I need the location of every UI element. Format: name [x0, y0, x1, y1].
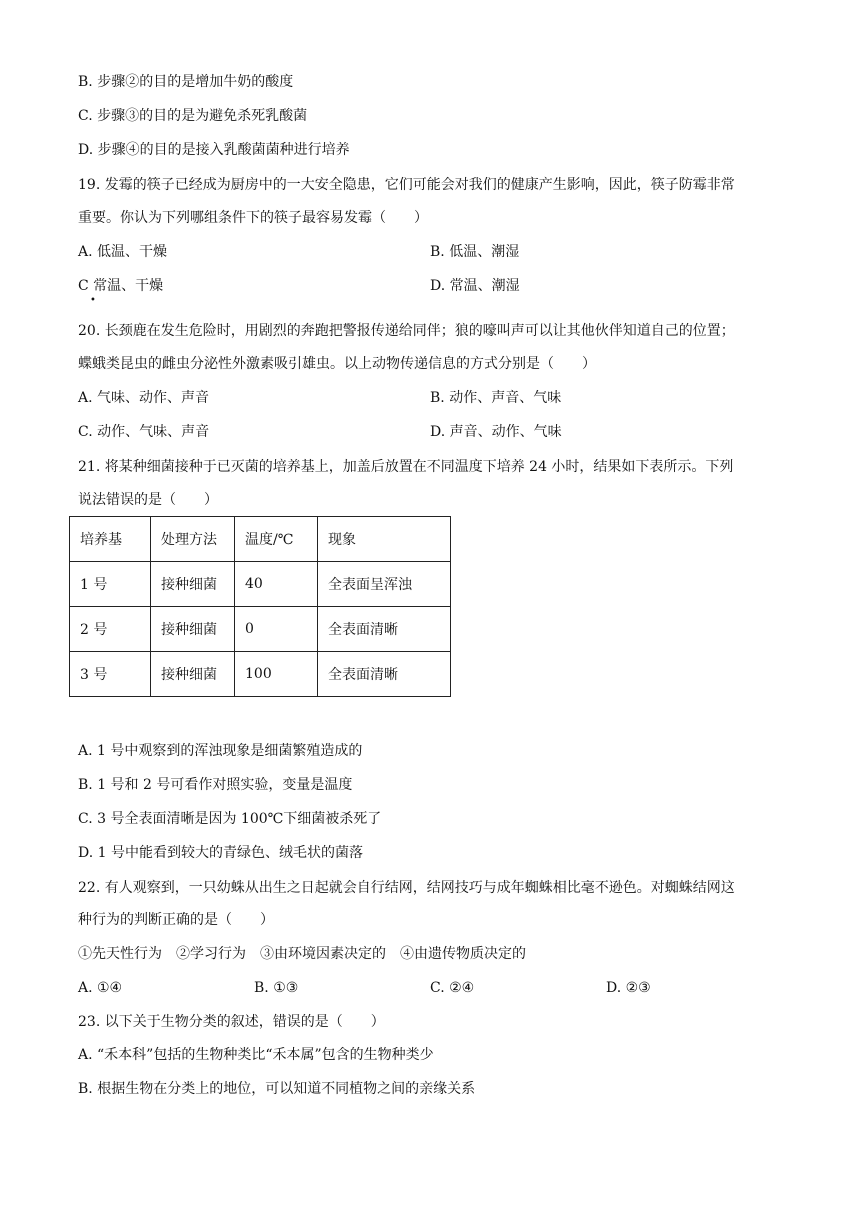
- table-header-row: [70, 517, 451, 562]
- q23-option-b: B. 根据生物在分类上的地位，可以知道不同植物之间的亲缘关系: [78, 1081, 476, 1097]
- q22-stem-line2: 种行为的判断正确的是（ ）: [78, 912, 274, 928]
- table-cell: 接种细菌: [151, 607, 235, 652]
- table-cell: 全表面清晰: [318, 652, 451, 697]
- q20-option-d: D. 声音、动作、气味: [430, 424, 562, 440]
- table-cell: 全表面呈浑浊: [318, 562, 451, 607]
- q22-statements: ①先天性行为 ②学习行为 ③由环境因素决定的 ④由遗传物质决定的: [78, 946, 526, 962]
- q18-option-b: B. 步骤②的目的是增加牛奶的酸度: [78, 74, 294, 90]
- q22-stem-line1: 22. 有人观察到，一只幼蛛从出生之日起就会自行结网，结网技巧与成年蜘蛛相比毫不逊色。对蜘蛛结网这: [78, 880, 735, 896]
- table-cell: 2 号: [70, 607, 151, 652]
- q20-option-b: B. 动作、声音、气味: [430, 390, 562, 406]
- q22-option-b: B. ①③: [254, 980, 299, 996]
- q19-option-d: D. 常温、潮湿: [430, 278, 520, 294]
- table-header-cell: 现象: [318, 517, 451, 562]
- q19-stem-line1: 19. 发霉的筷子已经成为厨房中的一大安全隐患，它们可能会对我们的健康产生影响，因此，筷子防霉非常: [78, 177, 735, 193]
- table-header-cell: 处理方法: [151, 517, 235, 562]
- q20-stem-line2: 蝶蛾类昆虫的雌虫分泌性外激素吸引雄虫。以上动物传递信息的方式分别是（ ）: [78, 356, 596, 372]
- q23-option-a: A. “禾本科”包括的生物种类比“禾本属”包含的生物种类少: [78, 1047, 434, 1063]
- q20-option-c: C. 动作、气味、声音: [78, 424, 210, 440]
- table-row: [70, 607, 451, 652]
- q21-option-c: C. 3 号全表面清晰是因为 100℃下细菌被杀死了: [78, 811, 382, 827]
- q19-stem-line2: 重要。你认为下列哪组条件下的筷子最容易发霉（ ）: [78, 210, 428, 226]
- q22-option-a: A. ①④: [78, 980, 123, 996]
- q19-option-b: B. 低温、潮湿: [430, 244, 520, 260]
- q22-option-c: C. ②④: [430, 980, 475, 996]
- q23-stem: 23. 以下关于生物分类的叙述，错误的是（ ）: [78, 1014, 385, 1030]
- table-row: [70, 562, 451, 607]
- table-cell: 全表面清晰: [318, 607, 451, 652]
- q21-stem-line2: 说法错误的是（ ）: [78, 492, 218, 508]
- q22-option-d: D. ②③: [606, 980, 651, 996]
- stray-dot-mark: •: [90, 295, 96, 306]
- q20-stem-line1: 20. 长颈鹿在发生危险时，用剧烈的奔跑把警报传递给同伴；狼的嚎叫声可以让其他伙伴知道自己的位置；: [78, 323, 735, 339]
- q20-option-a: A. 气味、动作、声音: [78, 390, 210, 406]
- table-cell: 0: [235, 607, 318, 652]
- table-cell: 100: [235, 652, 318, 697]
- table-cell: 接种细菌: [151, 652, 235, 697]
- table-cell: 接种细菌: [151, 562, 235, 607]
- q19-option-a: A. 低温、干燥: [78, 244, 168, 260]
- table-cell: 3 号: [70, 652, 151, 697]
- table-cell: 1 号: [70, 562, 151, 607]
- q21-option-b: B. 1 号和 2 号可看作对照实验，变量是温度: [78, 777, 353, 793]
- table-header-cell: 温度/℃: [235, 517, 318, 562]
- table-cell: 40: [235, 562, 318, 607]
- table-row: [70, 652, 451, 697]
- q21-option-d: D. 1 号中能看到较大的青绿色、绒毛状的菌落: [78, 845, 363, 861]
- q18-option-d: D. 步骤④的目的是接入乳酸菌菌种进行培养: [78, 142, 350, 158]
- q18-option-c: C. 步骤③的目的是为避免杀死乳酸菌: [78, 108, 308, 124]
- q21-results-table: [69, 516, 451, 697]
- table-header-cell: 培养基: [70, 517, 151, 562]
- q21-stem-line1: 21. 将某种细菌接种于已灭菌的培养基上，加盖后放置在不同温度下培养 24 小时，结果如下表所示。下列: [78, 459, 734, 475]
- q19-option-c: C 常温、干燥: [78, 278, 164, 294]
- q21-option-a: A. 1 号中观察到的浑浊现象是细菌繁殖造成的: [78, 743, 363, 759]
